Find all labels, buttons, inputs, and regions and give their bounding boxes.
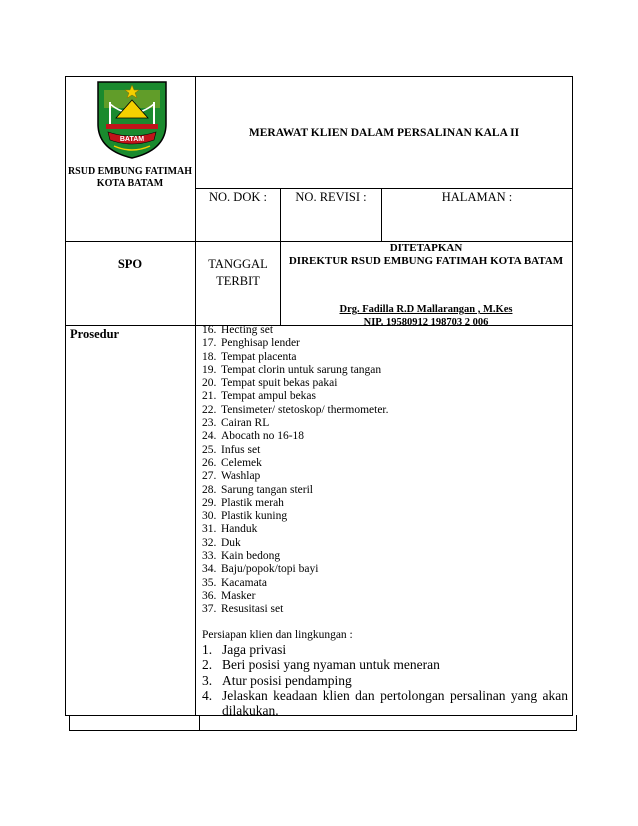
list-item-text: Sarung tangan steril	[221, 483, 313, 496]
list-item-number: 21.	[202, 390, 217, 403]
list-item-text: Jaga privasi	[222, 642, 287, 657]
list-item-number: 33.	[202, 550, 217, 563]
list-item	[202, 417, 572, 430]
list-item-text: Beri posisi yang nyaman untuk meneran	[222, 657, 440, 673]
list-item	[202, 590, 572, 603]
list-item-text: Jelaskan keadaan klien dan pertolongan persalinan yang akan dilakukan.	[222, 687, 568, 719]
list-item	[202, 484, 572, 497]
list-item-number: 24.	[202, 430, 217, 443]
list-item-text: Baju/popok/topi bayi	[221, 563, 319, 576]
list-item-text: Cairan RL	[221, 417, 270, 430]
list-item-text: Duk	[221, 536, 241, 549]
list-item-text: Handuk	[221, 523, 258, 536]
list-item-text: Hecting set	[221, 324, 274, 336]
list-item-text: Tempat clorin untuk sarung tangan	[221, 363, 382, 376]
document-title: MERAWAT KLIEN DALAM PERSALINAN KALA II	[248, 127, 520, 139]
list-item	[202, 497, 572, 510]
list-item-text: Tensimeter/ stetoskop/ thermometer.	[221, 403, 389, 416]
list-item-number: 37.	[202, 603, 217, 616]
list-item	[202, 523, 572, 536]
signatory-nip: NIP. 19580912 198703 2 006	[363, 317, 489, 328]
list-item-number: 35.	[202, 576, 217, 589]
list-item-text: Washlap	[221, 470, 261, 483]
list-item	[202, 642, 568, 657]
list-item	[202, 537, 572, 550]
list-item-text: Resusitasi set	[221, 603, 284, 616]
list-item	[202, 688, 568, 719]
list-item	[202, 351, 572, 364]
list-item-text: Abocath no 16-18	[221, 430, 305, 443]
list-item-number: 1.	[202, 642, 213, 657]
hospital-logo	[94, 78, 170, 160]
list-item-text: Kain bedong	[221, 550, 281, 563]
list-item-number: 16.	[202, 324, 217, 336]
list-item-text: Penghisap lender	[221, 337, 300, 350]
list-item	[202, 337, 572, 350]
list-item-number: 20.	[202, 377, 217, 390]
list-item-text: Kacamata	[221, 576, 267, 589]
list-item	[202, 470, 572, 483]
list-item-text: Tempat spuit bekas pakai	[221, 377, 338, 390]
list-item	[202, 550, 572, 563]
ditetapkan-block	[280, 242, 572, 268]
list-item-number: 29.	[202, 496, 217, 509]
list-item-text: Tempat placenta	[221, 350, 297, 363]
list-item	[202, 563, 572, 576]
list-item	[202, 364, 572, 377]
list-item-number: 27.	[202, 470, 217, 483]
list-item-number: 28.	[202, 483, 217, 496]
list-item	[202, 510, 572, 523]
list-item-text: Tempat ampul bekas	[221, 390, 316, 403]
list-item-number: 2.	[202, 657, 213, 673]
spo-label: SPO	[117, 257, 143, 271]
list-item-number: 22.	[202, 403, 217, 416]
preparation-steps	[202, 642, 568, 718]
list-item	[202, 444, 572, 457]
preparation-heading: Persiapan klien dan lingkungan :	[202, 629, 353, 641]
list-item-number: 31.	[202, 523, 217, 536]
no-revisi-label: NO. REVISI :	[295, 190, 367, 204]
list-item	[202, 657, 568, 672]
list-item-number: 34.	[202, 563, 217, 576]
tanggal-terbit-label: TANGGAL TERBIT	[208, 257, 268, 288]
list-item	[202, 324, 572, 337]
list-item	[202, 457, 572, 470]
list-item-text: Plastik merah	[221, 496, 284, 509]
list-item-number: 36.	[202, 589, 217, 602]
list-item-text: Masker	[221, 589, 256, 602]
no-dok-label: NO. DOK :	[209, 190, 267, 204]
list-item-number: 17.	[202, 337, 217, 350]
halaman-label: HALAMAN :	[441, 190, 513, 204]
list-item-number: 18.	[202, 350, 217, 363]
section-label: Prosedur	[70, 327, 120, 341]
list-item-number: 30.	[202, 510, 217, 523]
list-item	[202, 430, 572, 443]
signatory-name: Drg. Fadilla R.D Mallarangan , M.Kes	[339, 304, 513, 315]
list-item-number: 25.	[202, 443, 217, 456]
logo-text: BATAM	[119, 136, 145, 143]
list-item	[202, 673, 568, 688]
list-item-text: Infus set	[221, 443, 261, 456]
list-item	[202, 603, 572, 616]
direktur-label: DIREKTUR RSUD EMBUNG FATIMAH KOTA BATAM	[288, 255, 564, 267]
equipment-list	[202, 324, 572, 617]
list-item	[202, 377, 572, 390]
list-item-number: 23.	[202, 417, 217, 430]
list-item-number: 32.	[202, 536, 217, 549]
ditetapkan-label: DITETAPKAN	[389, 242, 463, 254]
list-item	[202, 390, 572, 403]
list-item-number: 4.	[202, 687, 213, 703]
list-item-number: 19.	[202, 363, 217, 376]
list-item-number: 26.	[202, 456, 217, 469]
list-item-text: Celemek	[221, 456, 262, 469]
hospital-name: RSUD EMBUNG FATIMAH KOTA BATAM	[67, 166, 193, 189]
list-item	[202, 404, 572, 417]
list-item	[202, 577, 572, 590]
list-item-text: Atur posisi pendamping	[222, 672, 352, 688]
list-item-number: 3.	[202, 672, 213, 688]
list-item-text: Plastik kuning	[221, 510, 288, 523]
